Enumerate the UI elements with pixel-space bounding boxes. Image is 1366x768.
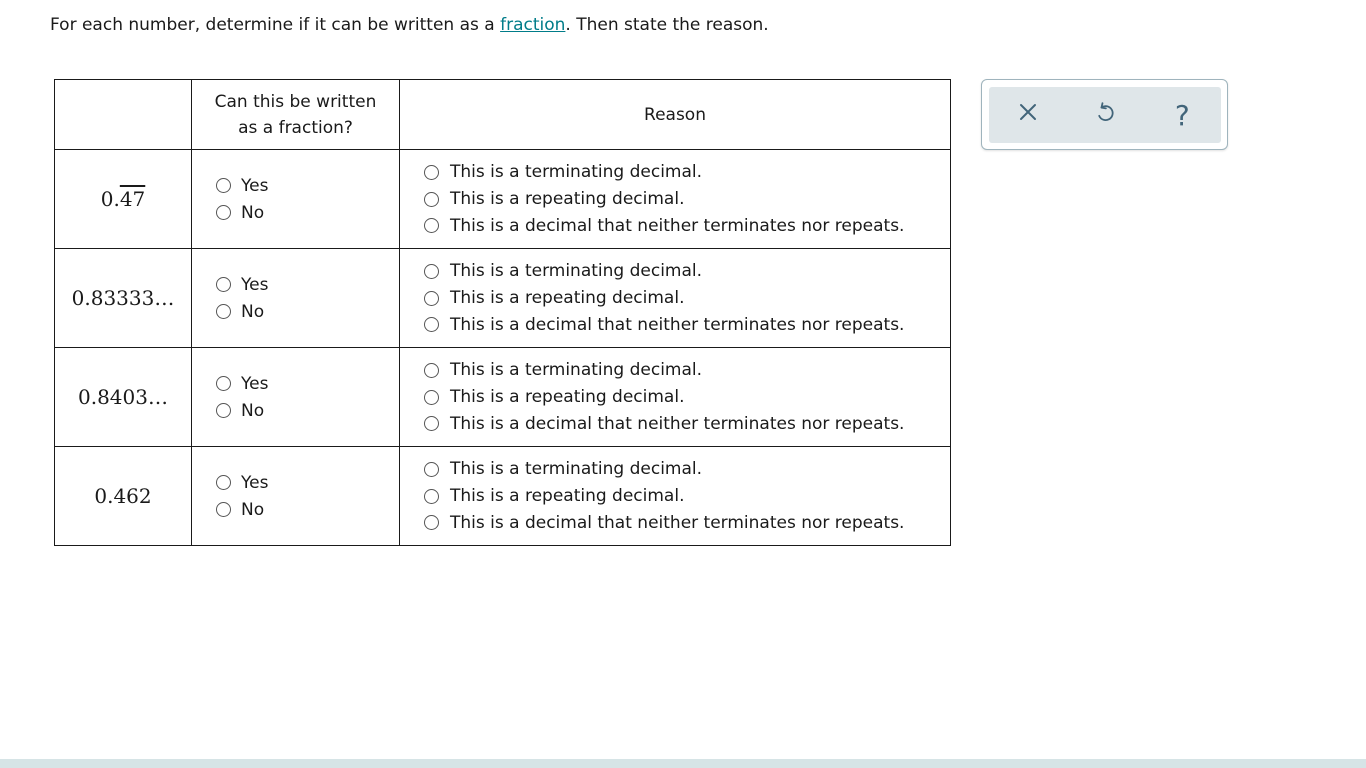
answer-table bbox=[54, 79, 951, 546]
option-label: Yes bbox=[241, 175, 269, 196]
option-label: This is a terminating decimal. bbox=[450, 162, 703, 183]
yes-option[interactable] bbox=[216, 271, 399, 298]
radio-button[interactable] bbox=[216, 205, 231, 220]
toolbox-panel bbox=[989, 87, 1221, 143]
table-row bbox=[55, 249, 951, 348]
radio-button[interactable] bbox=[424, 317, 439, 332]
reason-option-terminating[interactable] bbox=[424, 258, 950, 285]
radio-button[interactable] bbox=[424, 390, 439, 405]
header-row bbox=[55, 80, 951, 150]
radio-button[interactable] bbox=[216, 178, 231, 193]
option-label: This is a repeating decimal. bbox=[450, 288, 685, 308]
option-label: No bbox=[241, 400, 265, 421]
reason-option-repeating[interactable] bbox=[424, 285, 950, 312]
fraction-choice-cell bbox=[192, 249, 400, 348]
header-fraction bbox=[192, 80, 400, 150]
table-row bbox=[55, 447, 951, 546]
no-option[interactable] bbox=[216, 298, 399, 325]
radio-button[interactable] bbox=[216, 376, 231, 391]
no-option[interactable] bbox=[216, 496, 399, 523]
option-label: No bbox=[241, 202, 265, 223]
radio-button[interactable] bbox=[216, 277, 231, 292]
fraction-choice-cell bbox=[192, 348, 400, 447]
radio-button[interactable] bbox=[424, 165, 439, 180]
header-number bbox=[55, 80, 192, 150]
reason-option-repeating[interactable] bbox=[424, 384, 950, 411]
reason-option-terminating[interactable] bbox=[424, 159, 950, 186]
clear-button[interactable] bbox=[1003, 90, 1053, 140]
option-label: No bbox=[241, 499, 265, 520]
undo-icon bbox=[1093, 100, 1117, 131]
close-icon bbox=[1017, 100, 1039, 130]
reason-option-neither[interactable] bbox=[424, 212, 950, 239]
radio-button[interactable] bbox=[216, 304, 231, 319]
reason-cell bbox=[400, 447, 951, 546]
question-prompt bbox=[50, 14, 769, 36]
prompt-text-after: . Then state the reason. bbox=[565, 15, 769, 35]
radio-button[interactable] bbox=[424, 218, 439, 233]
table-row bbox=[55, 150, 951, 249]
radio-button[interactable] bbox=[424, 363, 439, 378]
option-label: This is a decimal that neither terminates nor repeats. bbox=[450, 413, 905, 434]
yes-option[interactable] bbox=[216, 469, 399, 496]
header-reason: Reason bbox=[400, 80, 951, 150]
option-label: This is a terminating decimal. bbox=[450, 459, 703, 480]
radio-button[interactable] bbox=[216, 475, 231, 490]
number-cell: 0.462 bbox=[55, 447, 192, 546]
reason-option-neither[interactable] bbox=[424, 311, 950, 338]
option-label: This is a terminating decimal. bbox=[450, 360, 703, 381]
reason-option-terminating[interactable] bbox=[424, 456, 950, 483]
option-label: This is a decimal that neither terminates nor repeats. bbox=[450, 512, 905, 533]
radio-button[interactable] bbox=[424, 416, 439, 431]
option-label: This is a repeating decimal. bbox=[450, 189, 685, 209]
question-mark-icon: ? bbox=[1174, 98, 1190, 132]
answer-toolbox bbox=[981, 79, 1228, 150]
radio-button[interactable] bbox=[424, 515, 439, 530]
number-prefix: 0. bbox=[100, 187, 120, 211]
fraction-choice-cell bbox=[192, 447, 400, 546]
no-option[interactable] bbox=[216, 397, 399, 424]
option-label: This is a terminating decimal. bbox=[450, 261, 703, 282]
reason-cell bbox=[400, 150, 951, 249]
reason-option-terminating[interactable] bbox=[424, 357, 950, 384]
option-label: This is a repeating decimal. bbox=[450, 387, 685, 407]
option-label: This is a decimal that neither terminates nor repeats. bbox=[450, 314, 905, 335]
header-fraction-line2: as a fraction? bbox=[238, 117, 353, 138]
radio-button[interactable] bbox=[424, 291, 439, 306]
table-row bbox=[55, 348, 951, 447]
no-option[interactable] bbox=[216, 199, 399, 226]
fraction-link[interactable]: fraction bbox=[500, 15, 566, 35]
prompt-text-before: For each number, determine if it can be written as a bbox=[50, 15, 501, 35]
reason-option-repeating[interactable] bbox=[424, 186, 950, 213]
option-label: This is a repeating decimal. bbox=[450, 486, 685, 506]
option-label: Yes bbox=[241, 373, 269, 394]
yes-option[interactable] bbox=[216, 370, 399, 397]
number-cell: 0.8403… bbox=[55, 348, 192, 447]
radio-button[interactable] bbox=[216, 502, 231, 517]
option-label: Yes bbox=[241, 472, 269, 493]
radio-button[interactable] bbox=[424, 192, 439, 207]
reason-cell bbox=[400, 249, 951, 348]
number-cell: 0.83333… bbox=[55, 249, 192, 348]
radio-button[interactable] bbox=[424, 264, 439, 279]
repeating-digits: 47 bbox=[119, 187, 146, 211]
option-label: This is a decimal that neither terminates nor repeats. bbox=[450, 215, 905, 236]
radio-button[interactable] bbox=[424, 462, 439, 477]
reason-option-repeating[interactable] bbox=[424, 483, 950, 510]
option-label: Yes bbox=[241, 274, 269, 295]
fraction-choice-cell bbox=[192, 150, 400, 249]
header-fraction-line1: Can this be written bbox=[214, 91, 377, 112]
option-label: No bbox=[241, 301, 265, 322]
radio-button[interactable] bbox=[216, 403, 231, 418]
reason-option-neither[interactable] bbox=[424, 509, 950, 536]
radio-button[interactable] bbox=[424, 489, 439, 504]
number-cell bbox=[55, 150, 192, 249]
bottom-bar bbox=[0, 759, 1366, 768]
help-button[interactable] bbox=[1157, 90, 1207, 140]
yes-option[interactable] bbox=[216, 172, 399, 199]
undo-button[interactable] bbox=[1080, 90, 1130, 140]
reason-option-neither[interactable] bbox=[424, 410, 950, 437]
reason-cell bbox=[400, 348, 951, 447]
